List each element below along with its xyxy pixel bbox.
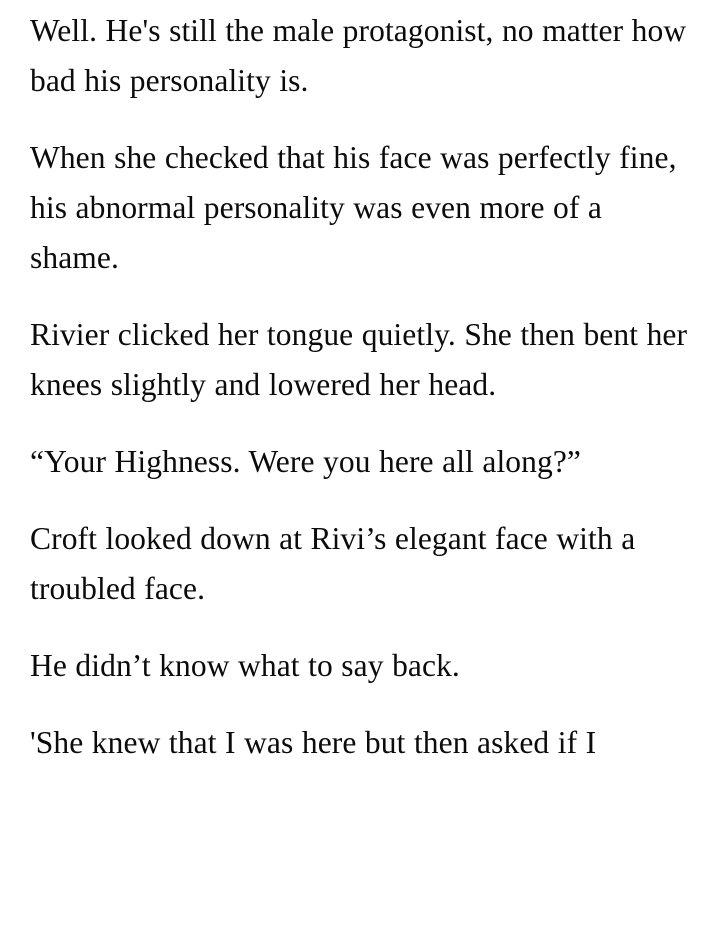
paragraph: “Your Highness. Were you here all along?”: [30, 444, 582, 479]
paragraph: He didn’t know what to say back.: [30, 648, 460, 683]
paragraph: Well. He's still the male protagonist, no matter how bad his personality is.: [30, 13, 687, 98]
paragraph: When she checked that his face was perfectly fine, his abnormal personality was even more of a shame.: [30, 140, 677, 275]
paragraph: Rivier clicked her tongue quietly. She then bent her knees slightly and lowered her head.: [30, 317, 688, 402]
paragraph: 'She knew that I was here but then asked if I: [30, 725, 597, 760]
paragraph: Croft looked down at Rivi’s elegant face with a troubled face.: [30, 521, 636, 606]
